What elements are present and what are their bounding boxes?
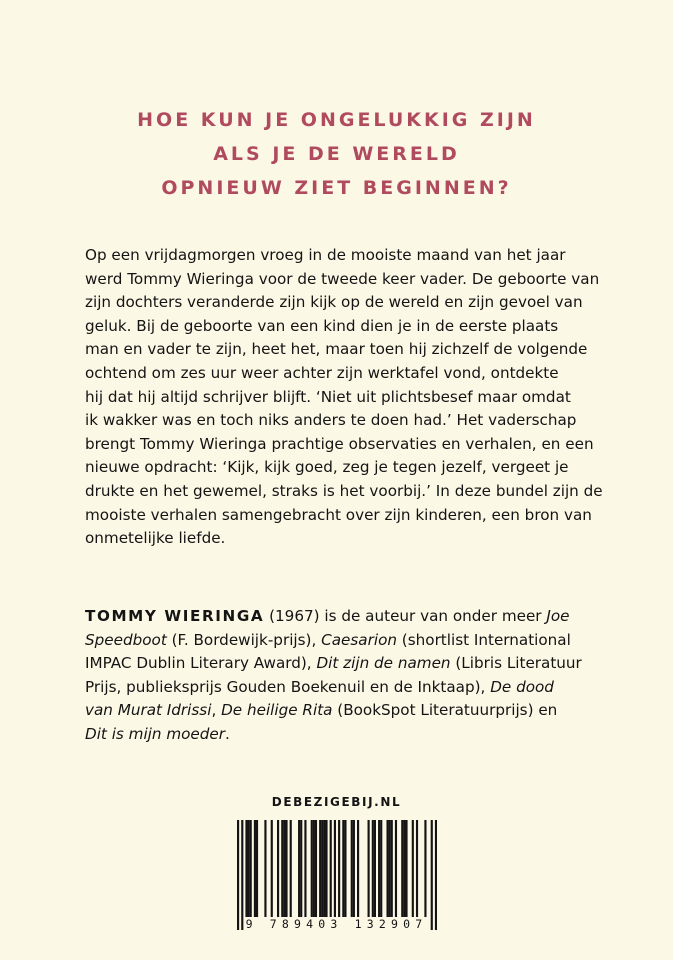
blurb-line: werd Tommy Wieringa voor de tweede keer vader. De geboorte van <box>85 269 600 288</box>
bio-line <box>85 605 605 629</box>
barcode-bar <box>353 820 355 920</box>
barcode-bar <box>416 820 418 920</box>
book-title: De heilige Rita <box>221 701 333 720</box>
barcode-bar <box>323 820 325 920</box>
book-title: Speedboot <box>85 630 167 649</box>
barcode-bar <box>412 820 414 920</box>
barcode-bar <box>237 820 239 930</box>
book-title: Dit zijn de namen <box>316 654 451 673</box>
barcode-bar <box>372 820 374 920</box>
bio-text: . <box>225 724 230 743</box>
barcode-bar <box>311 820 313 920</box>
blurb-line: geluk. Bij de geboorte van een kind dien je in de eerste plaats <box>85 316 559 335</box>
barcode-bar <box>403 820 405 920</box>
barcode-bar <box>290 820 292 920</box>
barcode-bar <box>391 820 393 920</box>
tagline <box>0 103 673 205</box>
barcode-bar <box>344 820 346 920</box>
barcode-bar <box>319 820 321 920</box>
barcode <box>237 820 437 930</box>
publisher-website: DEBEZIGEBIJ.NL <box>271 795 402 809</box>
bio-line <box>85 699 605 723</box>
book-title: De dood <box>490 677 554 696</box>
barcode-bar <box>298 820 300 920</box>
bio-text: , <box>211 701 222 720</box>
bio-text: (BookSpot Literatuurprijs) en <box>332 701 558 720</box>
barcode-bar <box>250 820 252 920</box>
bio-text: (1967) is de auteur van onder meer <box>264 607 547 625</box>
barcode-digits <box>0 917 673 931</box>
blurb-line: Op een vrijdagmorgen vroeg in de mooiste maand van het jaar <box>85 246 566 264</box>
barcode-bar <box>304 820 306 920</box>
blurb-line: hij dat hij altijd schrijver blijft. ‘Niet uit plichtsbesef maar omdat <box>85 387 571 406</box>
barcode-bar <box>271 820 273 920</box>
barcode-bar <box>431 820 433 930</box>
book-title: van Murat Idrissi <box>85 701 212 720</box>
barcode-bar <box>285 820 287 920</box>
bio-text: (shortlist International <box>396 630 571 649</box>
barcode-bar <box>342 820 344 920</box>
barcode-bar <box>325 820 327 920</box>
tagline-line-2: ALS JE DE WERELD <box>213 143 460 165</box>
bio-line <box>85 652 605 676</box>
book-title: Joe <box>546 607 570 625</box>
blurb-line: onmetelijke liefde. <box>85 529 226 548</box>
bio-text: (F. Bordewijk-prijs), <box>166 630 322 649</box>
blurb-line: ochtend om zes uur weer achter zijn werktafel vond, ontdekte <box>85 363 559 382</box>
barcode-bar <box>424 820 426 920</box>
barcode-bar <box>435 820 437 930</box>
barcode-bar <box>351 820 353 920</box>
barcode-bar <box>313 820 315 920</box>
bio-text: IMPAC Dublin Literary Award), <box>85 654 317 673</box>
barcode-bar <box>378 820 380 920</box>
book-title: Caesarion <box>321 630 397 649</box>
author-bio <box>85 605 605 747</box>
barcode-bar <box>281 820 283 920</box>
blurb-line: drukte en het gewemel, straks is het voorbij.’ In deze bundel zijn de <box>85 481 603 500</box>
bio-line <box>85 723 605 747</box>
blurb-line: man en vader te zijn, heet het, maar toen hij zichzelf de volgende <box>85 340 588 359</box>
barcode-bar <box>277 820 279 920</box>
barcode-bar <box>405 820 407 920</box>
barcode-bar <box>264 820 266 920</box>
barcode-bar <box>300 820 302 920</box>
barcode-bar <box>401 820 403 920</box>
blurb-line: ik wakker was en toch niks anders te doen had.’ Het vaderschap <box>85 411 577 430</box>
barcode-bar <box>256 820 258 920</box>
author-name: TOMMY WIERINGA <box>85 607 265 625</box>
tagline-line-3: OPNIEUW ZIET BEGINNEN? <box>161 177 512 199</box>
blurb-line: zijn dochters veranderde zijn kijk op de wereld en zijn gevoel van <box>85 293 583 312</box>
barcode-bar <box>334 820 336 930</box>
tagline-line-1: HOE KUN JE ONGELUKKIG ZIJN <box>137 109 536 131</box>
barcode-bar <box>368 820 370 920</box>
barcode-bar <box>374 820 376 920</box>
barcode-bar <box>241 820 243 930</box>
barcode-number: 9 789403 132907 <box>245 917 428 931</box>
blurb <box>85 244 605 551</box>
barcode-bar <box>321 820 323 920</box>
bio-text: Prijs, publieksprijs Gouden Boekenuil en de Inktaap), <box>85 677 491 696</box>
blurb-line: brengt Tommy Wieringa prachtige observaties en verhalen, en een <box>85 434 594 453</box>
barcode-bar <box>330 820 332 920</box>
barcode-bar <box>380 820 382 920</box>
barcode-bar <box>248 820 250 920</box>
barcode-bar <box>245 820 247 920</box>
barcode-bar <box>395 820 397 920</box>
blurb-line: mooiste verhalen samengebracht over zijn kinderen, een bron van <box>85 505 592 524</box>
barcode-bar <box>338 820 340 930</box>
barcode-bar <box>389 820 391 920</box>
blurb-line: nieuwe opdracht: ‘Kijk, kijk goed, zeg je tegen jezelf, vergeet je <box>85 458 569 477</box>
barcode-bar <box>254 820 256 920</box>
barcode-bar <box>283 820 285 920</box>
bio-line <box>85 629 605 653</box>
bio-text: (Libris Literatuur <box>450 654 582 673</box>
barcode-bar <box>357 820 359 920</box>
bio-line <box>85 676 605 700</box>
barcode-bars <box>237 820 437 930</box>
barcode-bar <box>315 820 317 920</box>
barcode-bar <box>386 820 388 920</box>
book-title: Dit is mijn moeder <box>85 724 226 743</box>
